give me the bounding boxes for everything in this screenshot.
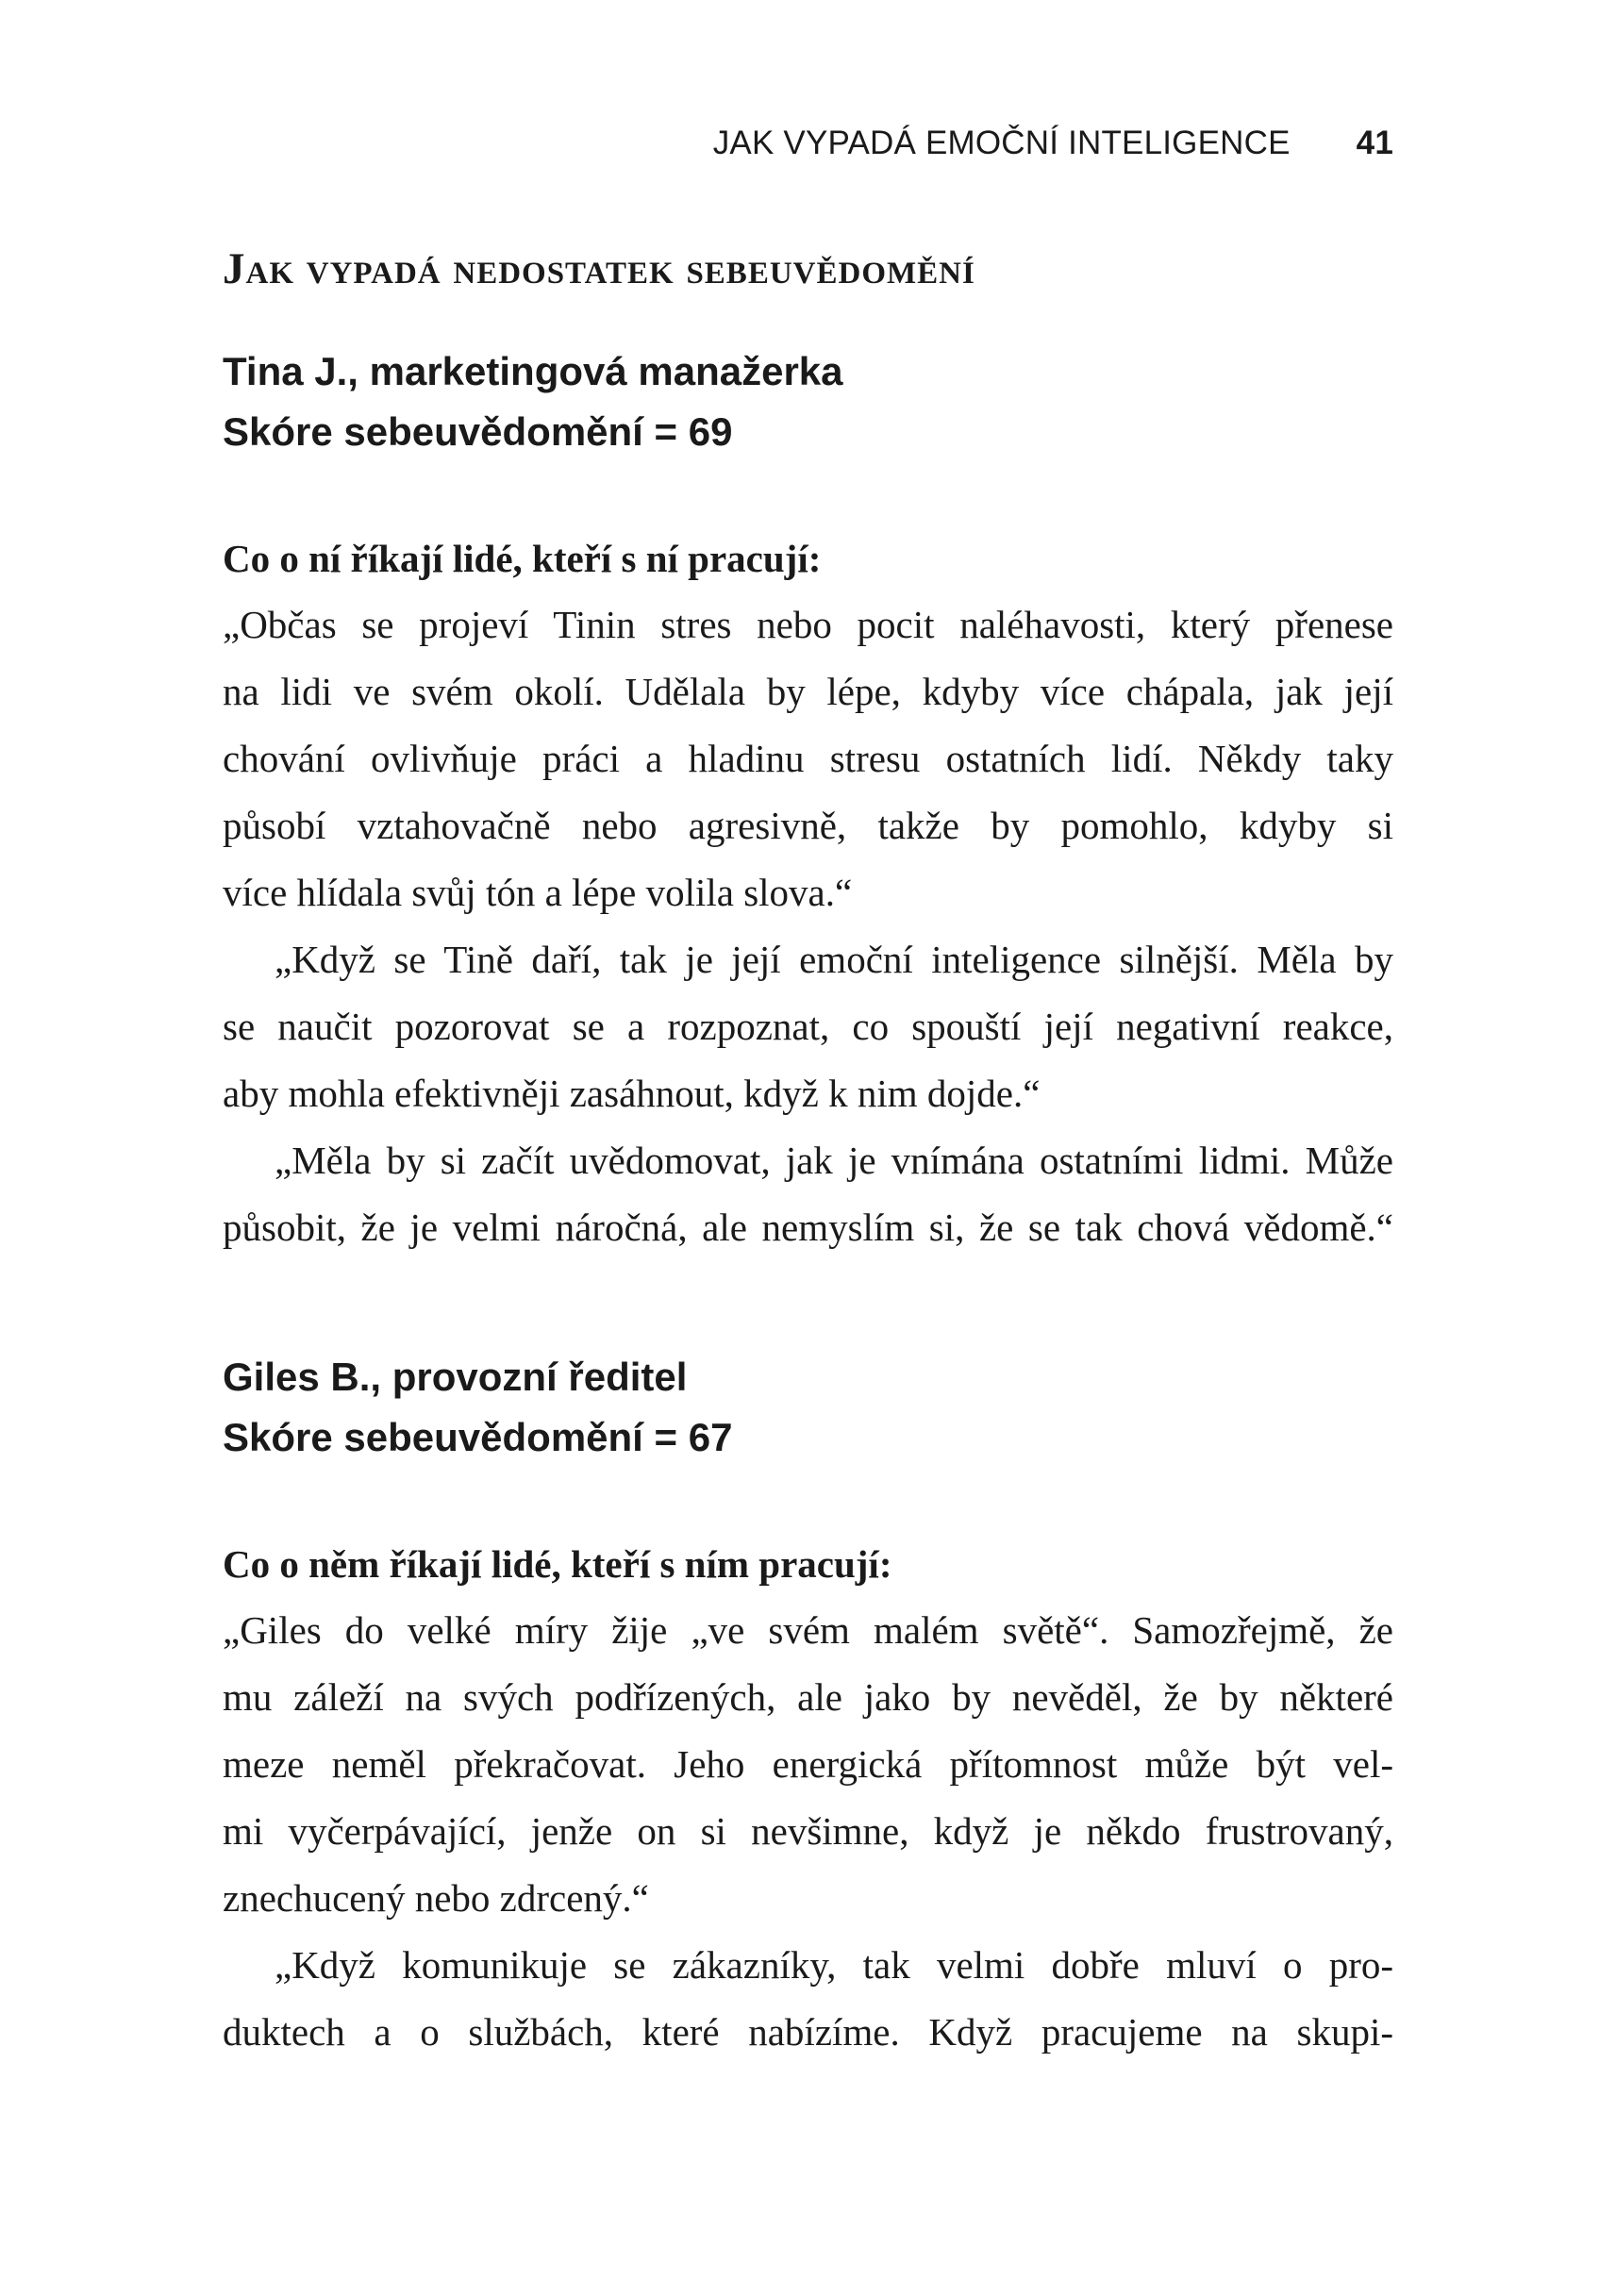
text-line: působit, že je velmi náročná, ale nemyslím si, že se tak chová vědomě.“ (223, 1206, 1393, 1249)
text-line: mi vyčerpávající, jenže on si nevšimne, když je někdo frustrovaný, (223, 1809, 1393, 1853)
text-line: „Giles do velké míry žije „ve svém malém světě“. Samozřejmě, že (223, 1608, 1393, 1652)
quote-paragraph (223, 1932, 1393, 2066)
text-line: „Občas se projeví Tinin stres nebo pocit naléhavosti, který přenese (223, 603, 1393, 646)
section-heading: Jak vypadá nedostatek sebeuvědomění (223, 244, 975, 293)
profile-name-role: Tina J., marketingová manažerka (223, 349, 843, 393)
page-number: 41 (1356, 125, 1393, 161)
quotes-heading: Co o ní říkají lidé, kteří s ní pracují: (223, 537, 822, 580)
text-line: chování ovlivňuje práci a hladinu stresu ostatních lidí. Někdy taky (223, 737, 1393, 780)
profile-block (223, 1347, 1393, 1468)
text-line: „Když komunikuje se zákazníky, tak velmi dobře mluví o pro- (275, 1943, 1393, 1987)
profile-score: Skóre sebeuvědomění = 67 (223, 1415, 733, 1459)
text-line: „Měla by si začít uvědomovat, jak je vnímána ostatními lidmi. Může (275, 1139, 1393, 1182)
text-line: „Když se Tině daří, tak je její emoční inteligence silnější. Měla by (275, 938, 1393, 981)
profile-score: Skóre sebeuvědomění = 69 (223, 409, 733, 454)
running-head (713, 125, 1393, 162)
quote-paragraph (223, 1597, 1393, 1932)
quote-paragraph (223, 591, 1393, 926)
text-line: duktech a o službách, které nabízíme. Když pracujeme na skupi- (223, 2010, 1393, 2054)
profile-block (223, 341, 1393, 462)
quote-paragraph (223, 1127, 1393, 1261)
text-line: meze neměl překračovat. Jeho energická přítomnost může být vel- (223, 1742, 1393, 1786)
text-line: mu záleží na svých podřízených, ale jako by nevěděl, že by některé (223, 1675, 1393, 1719)
text-line: se naučit pozorovat se a rozpoznat, co spouští její negativní reakce, (223, 1005, 1393, 1048)
quotes-heading: Co o něm říkají lidé, kteří s ním pracují: (223, 1542, 892, 1586)
profile-name-role: Giles B., provozní ředitel (223, 1355, 688, 1399)
text-line: působí vztahovačně nebo agresivně, takže by pomohlo, kdyby si (223, 804, 1393, 847)
text-line: znechucený nebo zdrcený.“ (223, 1876, 649, 1920)
quotes-block (223, 1534, 1393, 2066)
quote-paragraph (223, 926, 1393, 1127)
quotes-block (223, 528, 1393, 1261)
text-line: aby mohla efektivněji zasáhnout, když k nim dojde.“ (223, 1072, 1041, 1115)
text-line: více hlídala svůj tón a lépe volila slova.“ (223, 871, 853, 914)
text-line: na lidi ve svém okolí. Udělala by lépe, kdyby více chápala, jak její (223, 670, 1393, 713)
running-head-title: JAK VYPADÁ EMOČNÍ INTELIGENCE (712, 125, 1291, 161)
